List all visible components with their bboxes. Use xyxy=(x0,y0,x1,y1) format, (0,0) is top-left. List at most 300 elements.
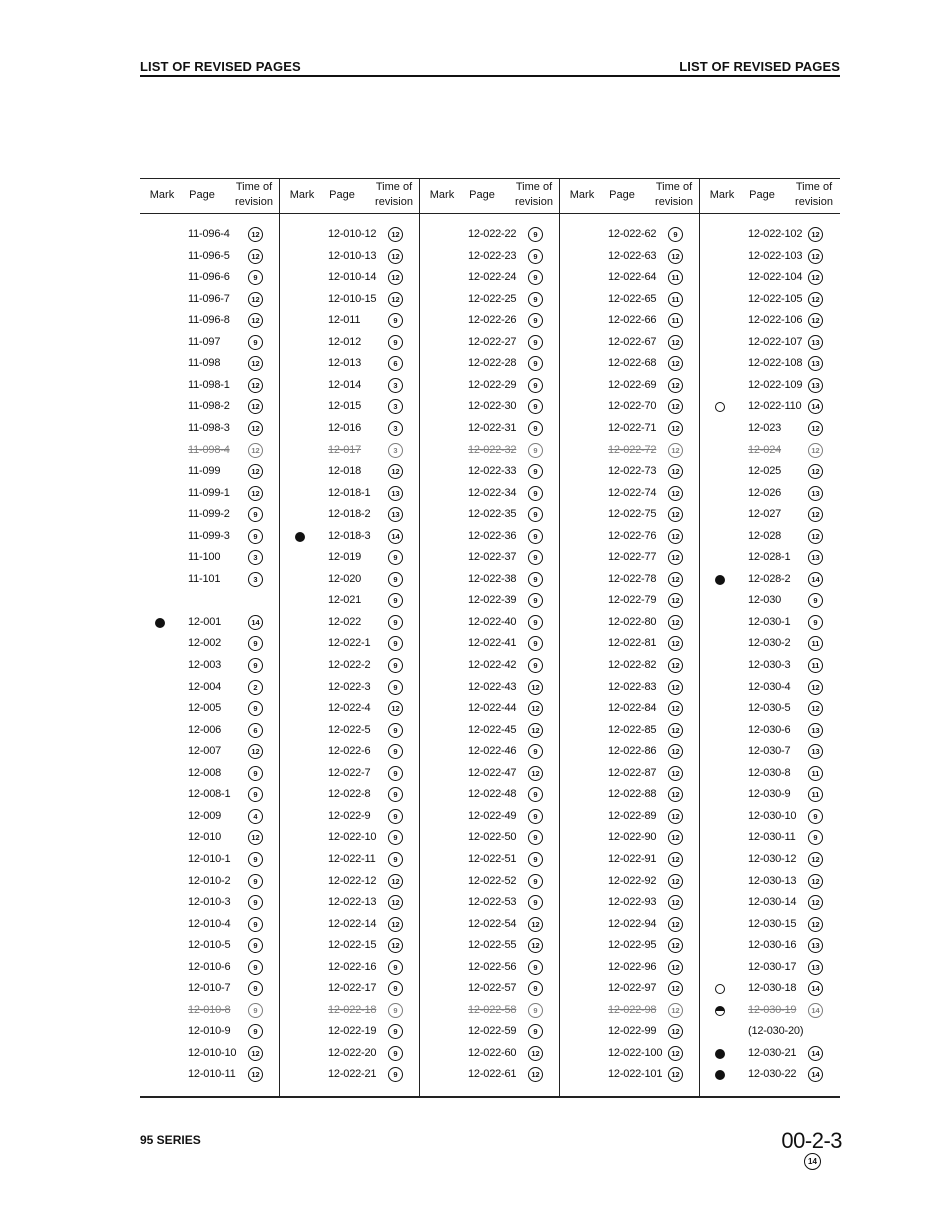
table-row xyxy=(560,872,700,893)
page-id: 12-022-40 xyxy=(468,615,517,628)
revision-badge: 14 xyxy=(388,529,403,544)
table-row xyxy=(420,247,560,268)
table-row xyxy=(280,290,420,311)
revision-badge: 12 xyxy=(808,680,823,695)
revision-badge: 13 xyxy=(388,486,403,501)
table-row xyxy=(420,311,560,332)
header-time-line1: Time of xyxy=(235,181,273,193)
revision-badge: 9 xyxy=(528,550,543,565)
revision-badge: 9 xyxy=(388,658,403,673)
revision-badge: 9 xyxy=(248,701,263,716)
revision-badge: 9 xyxy=(668,227,683,242)
page-id: 12-020 xyxy=(328,572,362,585)
page-id: 12-022-41 xyxy=(468,637,517,650)
revision-badge: 12 xyxy=(248,421,263,436)
table-row xyxy=(700,613,840,634)
page-id: 12-022-71 xyxy=(608,421,657,434)
revision-badge: 12 xyxy=(388,938,403,953)
page-id: 11-098 xyxy=(188,357,221,370)
table-row xyxy=(420,484,560,505)
table-row xyxy=(420,1065,560,1086)
table-row xyxy=(280,742,420,763)
page-id: 12-022-30 xyxy=(468,400,517,413)
revision-badge: 11 xyxy=(808,636,823,651)
revision-badge: 12 xyxy=(388,249,403,264)
page-id: 12-022-57 xyxy=(468,982,517,995)
table-row xyxy=(420,570,560,591)
revision-badge: 9 xyxy=(248,636,263,651)
table-row xyxy=(140,1065,280,1086)
revision-badge: 12 xyxy=(808,227,823,242)
page-id: 12-030-14 xyxy=(748,896,797,909)
page-id: 12-028-2 xyxy=(748,572,791,585)
page-id: 12-007 xyxy=(188,745,222,758)
page-id: 12-012 xyxy=(328,335,362,348)
table-row xyxy=(700,936,840,957)
page-id: 12-022-37 xyxy=(468,551,517,564)
table-row xyxy=(420,807,560,828)
revision-badge: 9 xyxy=(248,917,263,932)
table-row xyxy=(280,764,420,785)
table-row xyxy=(140,785,280,806)
revision-badge: 9 xyxy=(528,270,543,285)
revision-badge: 9 xyxy=(808,830,823,845)
revision-badge: 12 xyxy=(388,227,403,242)
page-id: 12-022-35 xyxy=(468,508,517,521)
revision-badge: 12 xyxy=(668,744,683,759)
table-row xyxy=(280,419,420,440)
page-id: 12-022-86 xyxy=(608,745,657,758)
revision-badge: 9 xyxy=(248,335,263,350)
page-id: 12-025 xyxy=(748,465,782,478)
table-row xyxy=(700,225,840,246)
table-row xyxy=(140,1001,280,1022)
table-row xyxy=(420,548,560,569)
open-mark-icon xyxy=(715,984,725,994)
page-id: 12-023 xyxy=(748,421,782,434)
header-rule xyxy=(140,75,840,77)
page-id: 12-022-6 xyxy=(328,745,371,758)
table-row xyxy=(140,333,280,354)
page-id: 12-022-91 xyxy=(608,852,657,865)
revision-badge: 13 xyxy=(388,507,403,522)
revision-badge: 9 xyxy=(388,593,403,608)
revision-badge: 12 xyxy=(668,249,683,264)
page-id: 12-030-6 xyxy=(748,723,791,736)
revision-badge: 12 xyxy=(668,787,683,802)
revision-badge: 12 xyxy=(248,378,263,393)
revision-badge: 9 xyxy=(388,960,403,975)
page-id: 12-022-78 xyxy=(608,572,657,585)
page-id: 11-098-1 xyxy=(188,378,230,391)
page-id: 12-022-42 xyxy=(468,659,517,671)
page-id: 12-018-1 xyxy=(328,486,371,499)
revision-badge: 13 xyxy=(808,356,823,371)
page-id: 12-022-84 xyxy=(608,702,657,715)
page-id: 12-022-33 xyxy=(468,465,517,478)
table-row xyxy=(140,699,280,720)
revision-badge: 9 xyxy=(528,615,543,630)
revision-badge: 9 xyxy=(388,981,403,996)
revision-badge: 12 xyxy=(668,550,683,565)
revision-badge: 12 xyxy=(668,636,683,651)
table-row xyxy=(140,441,280,462)
table-row xyxy=(280,591,420,612)
revision-badge: 9 xyxy=(528,399,543,414)
table-row xyxy=(560,1065,700,1086)
table-row xyxy=(420,441,560,462)
revision-badge: 12 xyxy=(808,874,823,889)
table-row xyxy=(140,893,280,914)
page-id: 12-022-82 xyxy=(608,659,657,671)
page-id: 12-022-103 xyxy=(748,249,803,262)
page-id: 12-016 xyxy=(328,421,362,434)
page-number: 00-2-3 xyxy=(781,1128,842,1153)
page-id: 11-096-5 xyxy=(188,249,230,262)
page-id: 12-010-2 xyxy=(188,874,231,887)
page-id: 12-022-19 xyxy=(328,1025,377,1038)
table-row xyxy=(420,936,560,957)
table-row xyxy=(700,742,840,763)
revision-badge: 12 xyxy=(668,981,683,996)
page-id: 12-022-107 xyxy=(748,335,803,348)
revision-badge: 9 xyxy=(248,960,263,975)
revision-badge: 13 xyxy=(808,960,823,975)
page-id: 12-022-55 xyxy=(468,939,517,952)
revision-badge: 12 xyxy=(668,378,683,393)
table-row xyxy=(420,958,560,979)
table-row xyxy=(420,785,560,806)
table-row xyxy=(420,527,560,548)
revision-badge: 12 xyxy=(668,572,683,587)
page-id: 12-022-20 xyxy=(328,1046,377,1059)
filled-mark-icon xyxy=(715,1049,725,1059)
table-row xyxy=(420,764,560,785)
table-row xyxy=(700,678,840,699)
page-id: 12-022-80 xyxy=(608,615,657,628)
table-row xyxy=(700,850,840,871)
table-row xyxy=(420,850,560,871)
table-row xyxy=(560,893,700,914)
revision-badge: 13 xyxy=(808,486,823,501)
table-row xyxy=(560,570,700,591)
revision-badge: 11 xyxy=(668,292,683,307)
revision-badge: 12 xyxy=(668,421,683,436)
revision-badge: 12 xyxy=(668,399,683,414)
revision-badge: 12 xyxy=(668,507,683,522)
page-id: 12-022-38 xyxy=(468,572,517,585)
revision-badge: 12 xyxy=(248,830,263,845)
header-time-of-revision xyxy=(650,180,698,210)
revision-badge: 12 xyxy=(668,723,683,738)
revision-badge: 6 xyxy=(388,356,403,371)
column-group xyxy=(420,178,560,1098)
table-row xyxy=(700,419,840,440)
table-row xyxy=(140,678,280,699)
page-id: 12-022-64 xyxy=(608,271,657,284)
table-row xyxy=(700,915,840,936)
table-row xyxy=(700,354,840,375)
page-id: 12-030-11 xyxy=(748,831,796,844)
table-row xyxy=(140,397,280,418)
page-id: 12-010-11 xyxy=(188,1068,236,1081)
revision-badge: 9 xyxy=(528,227,543,242)
page-id: 12-030-12 xyxy=(748,852,797,865)
revision-badge: 9 xyxy=(248,658,263,673)
table-row xyxy=(700,570,840,591)
page-id: 12-022-16 xyxy=(328,960,377,973)
table-row xyxy=(280,397,420,418)
table-row xyxy=(560,828,700,849)
page-id: 12-022-97 xyxy=(608,982,657,995)
table-row xyxy=(280,893,420,914)
revision-badge: 9 xyxy=(528,1003,543,1018)
table-row xyxy=(420,591,560,612)
revision-badge: 14 xyxy=(808,981,823,996)
page-id: 12-022-79 xyxy=(608,594,657,607)
page-id: 11-096-6 xyxy=(188,271,230,284)
revision-badge: 12 xyxy=(808,249,823,264)
header-mark: Mark xyxy=(149,189,175,201)
page-id: 12-019 xyxy=(328,551,362,564)
table-row xyxy=(280,527,420,548)
revision-badge: 9 xyxy=(528,249,543,264)
revision-badge: 14 xyxy=(808,1067,823,1082)
page-id: 12-022-54 xyxy=(468,917,517,930)
table-row xyxy=(420,656,560,677)
page-id: 12-022-67 xyxy=(608,335,657,348)
table-row xyxy=(280,1022,420,1043)
table-row xyxy=(420,634,560,655)
header-time-line2: revision xyxy=(515,196,553,208)
revision-badge: 9 xyxy=(388,335,403,350)
page-id: 12-028 xyxy=(748,529,782,542)
page-id: 12-022-34 xyxy=(468,486,517,499)
page-id: 12-030-9 xyxy=(748,788,791,801)
table-row xyxy=(560,527,700,548)
table-row xyxy=(560,1022,700,1043)
table-row xyxy=(700,1065,840,1086)
page-id: 12-022-5 xyxy=(328,723,371,736)
revision-badge: 9 xyxy=(248,895,263,910)
table-row xyxy=(700,764,840,785)
table-row xyxy=(140,462,280,483)
table-row xyxy=(420,893,560,914)
page-id: 11-097 xyxy=(188,335,221,348)
revision-badge: 9 xyxy=(808,615,823,630)
page-id: 12-022-12 xyxy=(328,874,377,887)
page-id: 12-001 xyxy=(188,615,222,628)
revision-badge: 12 xyxy=(668,960,683,975)
revision-badge: 11 xyxy=(808,787,823,802)
table-row xyxy=(140,958,280,979)
revision-badge: 9 xyxy=(248,787,263,802)
header-time-line1: Time of xyxy=(515,181,553,193)
revision-badge: 14 xyxy=(248,615,263,630)
page-id: 12-027 xyxy=(748,508,782,521)
table-row xyxy=(420,721,560,742)
page-id: 12-010-13 xyxy=(328,249,377,262)
revision-badge: 12 xyxy=(808,507,823,522)
page-id: 12-010-12 xyxy=(328,228,377,240)
table-row xyxy=(560,290,700,311)
revision-badge: 9 xyxy=(248,981,263,996)
page-id: 12-022-14 xyxy=(328,917,377,930)
page-id: 12-002 xyxy=(188,637,222,650)
revision-badge: 9 xyxy=(528,356,543,371)
table-row xyxy=(140,807,280,828)
table-row xyxy=(700,484,840,505)
table-row xyxy=(700,1044,840,1065)
table-row xyxy=(140,721,280,742)
table-row xyxy=(420,419,560,440)
revision-badge: 9 xyxy=(528,744,543,759)
page-id: 12-022-7 xyxy=(328,766,371,779)
revision-badge: 12 xyxy=(808,917,823,932)
revision-badge: 12 xyxy=(808,895,823,910)
page-id: 12-010-9 xyxy=(188,1025,231,1038)
table-row xyxy=(140,591,280,612)
revision-badge: 3 xyxy=(248,572,263,587)
revision-badge: 12 xyxy=(668,1067,683,1082)
revision-badge: 12 xyxy=(668,443,683,458)
revision-badge: 9 xyxy=(248,766,263,781)
page-id: 12-030-10 xyxy=(748,809,797,822)
page-id: 12-022-1 xyxy=(328,637,371,650)
table-row xyxy=(560,462,700,483)
page-id: 12-022-18 xyxy=(328,1003,377,1016)
table-row xyxy=(700,333,840,354)
revision-badge: 12 xyxy=(248,1067,263,1082)
page-id: 12-022-77 xyxy=(608,551,657,564)
revision-badge: 4 xyxy=(248,809,263,824)
revision-badge: 12 xyxy=(528,1046,543,1061)
page-id: 12-008 xyxy=(188,766,222,779)
revision-badge: 14 xyxy=(808,1003,823,1018)
page-id: 12-022-98 xyxy=(608,1003,657,1016)
page-id: 12-022-63 xyxy=(608,249,657,262)
revision-badge: 9 xyxy=(388,1067,403,1082)
header-page: Page xyxy=(749,189,775,201)
page-id: 12-022-95 xyxy=(608,939,657,952)
table-row xyxy=(560,419,700,440)
page-id: 11-096-7 xyxy=(188,292,230,305)
page-id: 12-013 xyxy=(328,357,362,370)
revision-badge: 11 xyxy=(668,270,683,285)
revision-badge: 9 xyxy=(528,636,543,651)
revision-badge: 3 xyxy=(248,550,263,565)
table-row xyxy=(140,505,280,526)
table-row xyxy=(140,742,280,763)
revision-badge: 13 xyxy=(808,550,823,565)
page-id: 12-030-2 xyxy=(748,637,791,650)
table-row xyxy=(560,1044,700,1065)
page-id: 12-022-26 xyxy=(468,314,517,327)
table-row xyxy=(140,570,280,591)
table-row xyxy=(140,354,280,375)
page-id: 12-030-18 xyxy=(748,982,797,995)
page-id: 12-022-27 xyxy=(468,335,517,348)
page-id: 12-022-81 xyxy=(608,637,657,650)
revision-badge: 9 xyxy=(528,658,543,673)
revision-badge: 12 xyxy=(528,701,543,716)
revision-badge: 12 xyxy=(668,852,683,867)
page-id: 12-003 xyxy=(188,659,222,671)
revision-badge: 13 xyxy=(808,723,823,738)
table-row xyxy=(420,915,560,936)
revision-badge: 12 xyxy=(248,356,263,371)
revision-badge: 12 xyxy=(248,292,263,307)
page-id: 12-022-59 xyxy=(468,1025,517,1038)
table-row xyxy=(700,462,840,483)
revision-badge: 9 xyxy=(388,809,403,824)
page-id: 12-030 xyxy=(748,594,782,607)
open-mark-icon xyxy=(715,402,725,412)
table-row xyxy=(560,311,700,332)
page-id: 12-022-76 xyxy=(608,529,657,542)
page-id: 12-022-101 xyxy=(608,1068,663,1081)
revision-badge: 9 xyxy=(388,636,403,651)
revision-badge: 12 xyxy=(668,895,683,910)
filled-mark-icon xyxy=(715,575,725,585)
revision-badge: 14 xyxy=(808,399,823,414)
revision-badge: 12 xyxy=(388,917,403,932)
table-row xyxy=(560,979,700,1000)
header-title-left: LIST OF REVISED PAGES xyxy=(140,59,301,74)
revision-badge: 12 xyxy=(668,615,683,630)
page-id: 12-022-100 xyxy=(608,1046,663,1059)
page-id: 11-099-1 xyxy=(188,486,230,499)
revision-badge: 9 xyxy=(388,852,403,867)
table-row xyxy=(700,1001,840,1022)
revision-badge: 12 xyxy=(388,292,403,307)
revision-badge: 9 xyxy=(528,292,543,307)
table-row xyxy=(420,872,560,893)
page-id: 12-030-15 xyxy=(748,917,797,930)
page-id: 12-022-58 xyxy=(468,1003,517,1016)
page-id: 12-021 xyxy=(328,594,362,607)
table-row xyxy=(280,268,420,289)
revision-badge: 12 xyxy=(668,1024,683,1039)
revision-badge: 9 xyxy=(388,830,403,845)
table-row xyxy=(140,527,280,548)
header-mark: Mark xyxy=(429,189,455,201)
revision-badge: 9 xyxy=(808,809,823,824)
page-id: 12-022-25 xyxy=(468,292,517,305)
revision-badge: 9 xyxy=(388,766,403,781)
table-row xyxy=(140,548,280,569)
page-revision-badge: 14 xyxy=(804,1153,821,1170)
revision-badge: 9 xyxy=(388,1003,403,1018)
header-page: Page xyxy=(329,189,355,201)
revision-badge: 9 xyxy=(248,852,263,867)
table-row xyxy=(560,721,700,742)
table-row xyxy=(560,548,700,569)
table-row xyxy=(140,764,280,785)
table-row xyxy=(560,850,700,871)
revision-badge: 9 xyxy=(528,787,543,802)
header-page: Page xyxy=(609,189,635,201)
header-time-line1: Time of xyxy=(375,181,413,193)
page-id: 12-022-10 xyxy=(328,831,377,844)
table-row xyxy=(140,419,280,440)
page-id: 12-030-21 xyxy=(748,1046,797,1059)
table-row xyxy=(280,850,420,871)
revision-badge: 9 xyxy=(528,378,543,393)
page-id: 12-018-2 xyxy=(328,508,371,521)
table-row xyxy=(560,613,700,634)
table-row xyxy=(560,354,700,375)
